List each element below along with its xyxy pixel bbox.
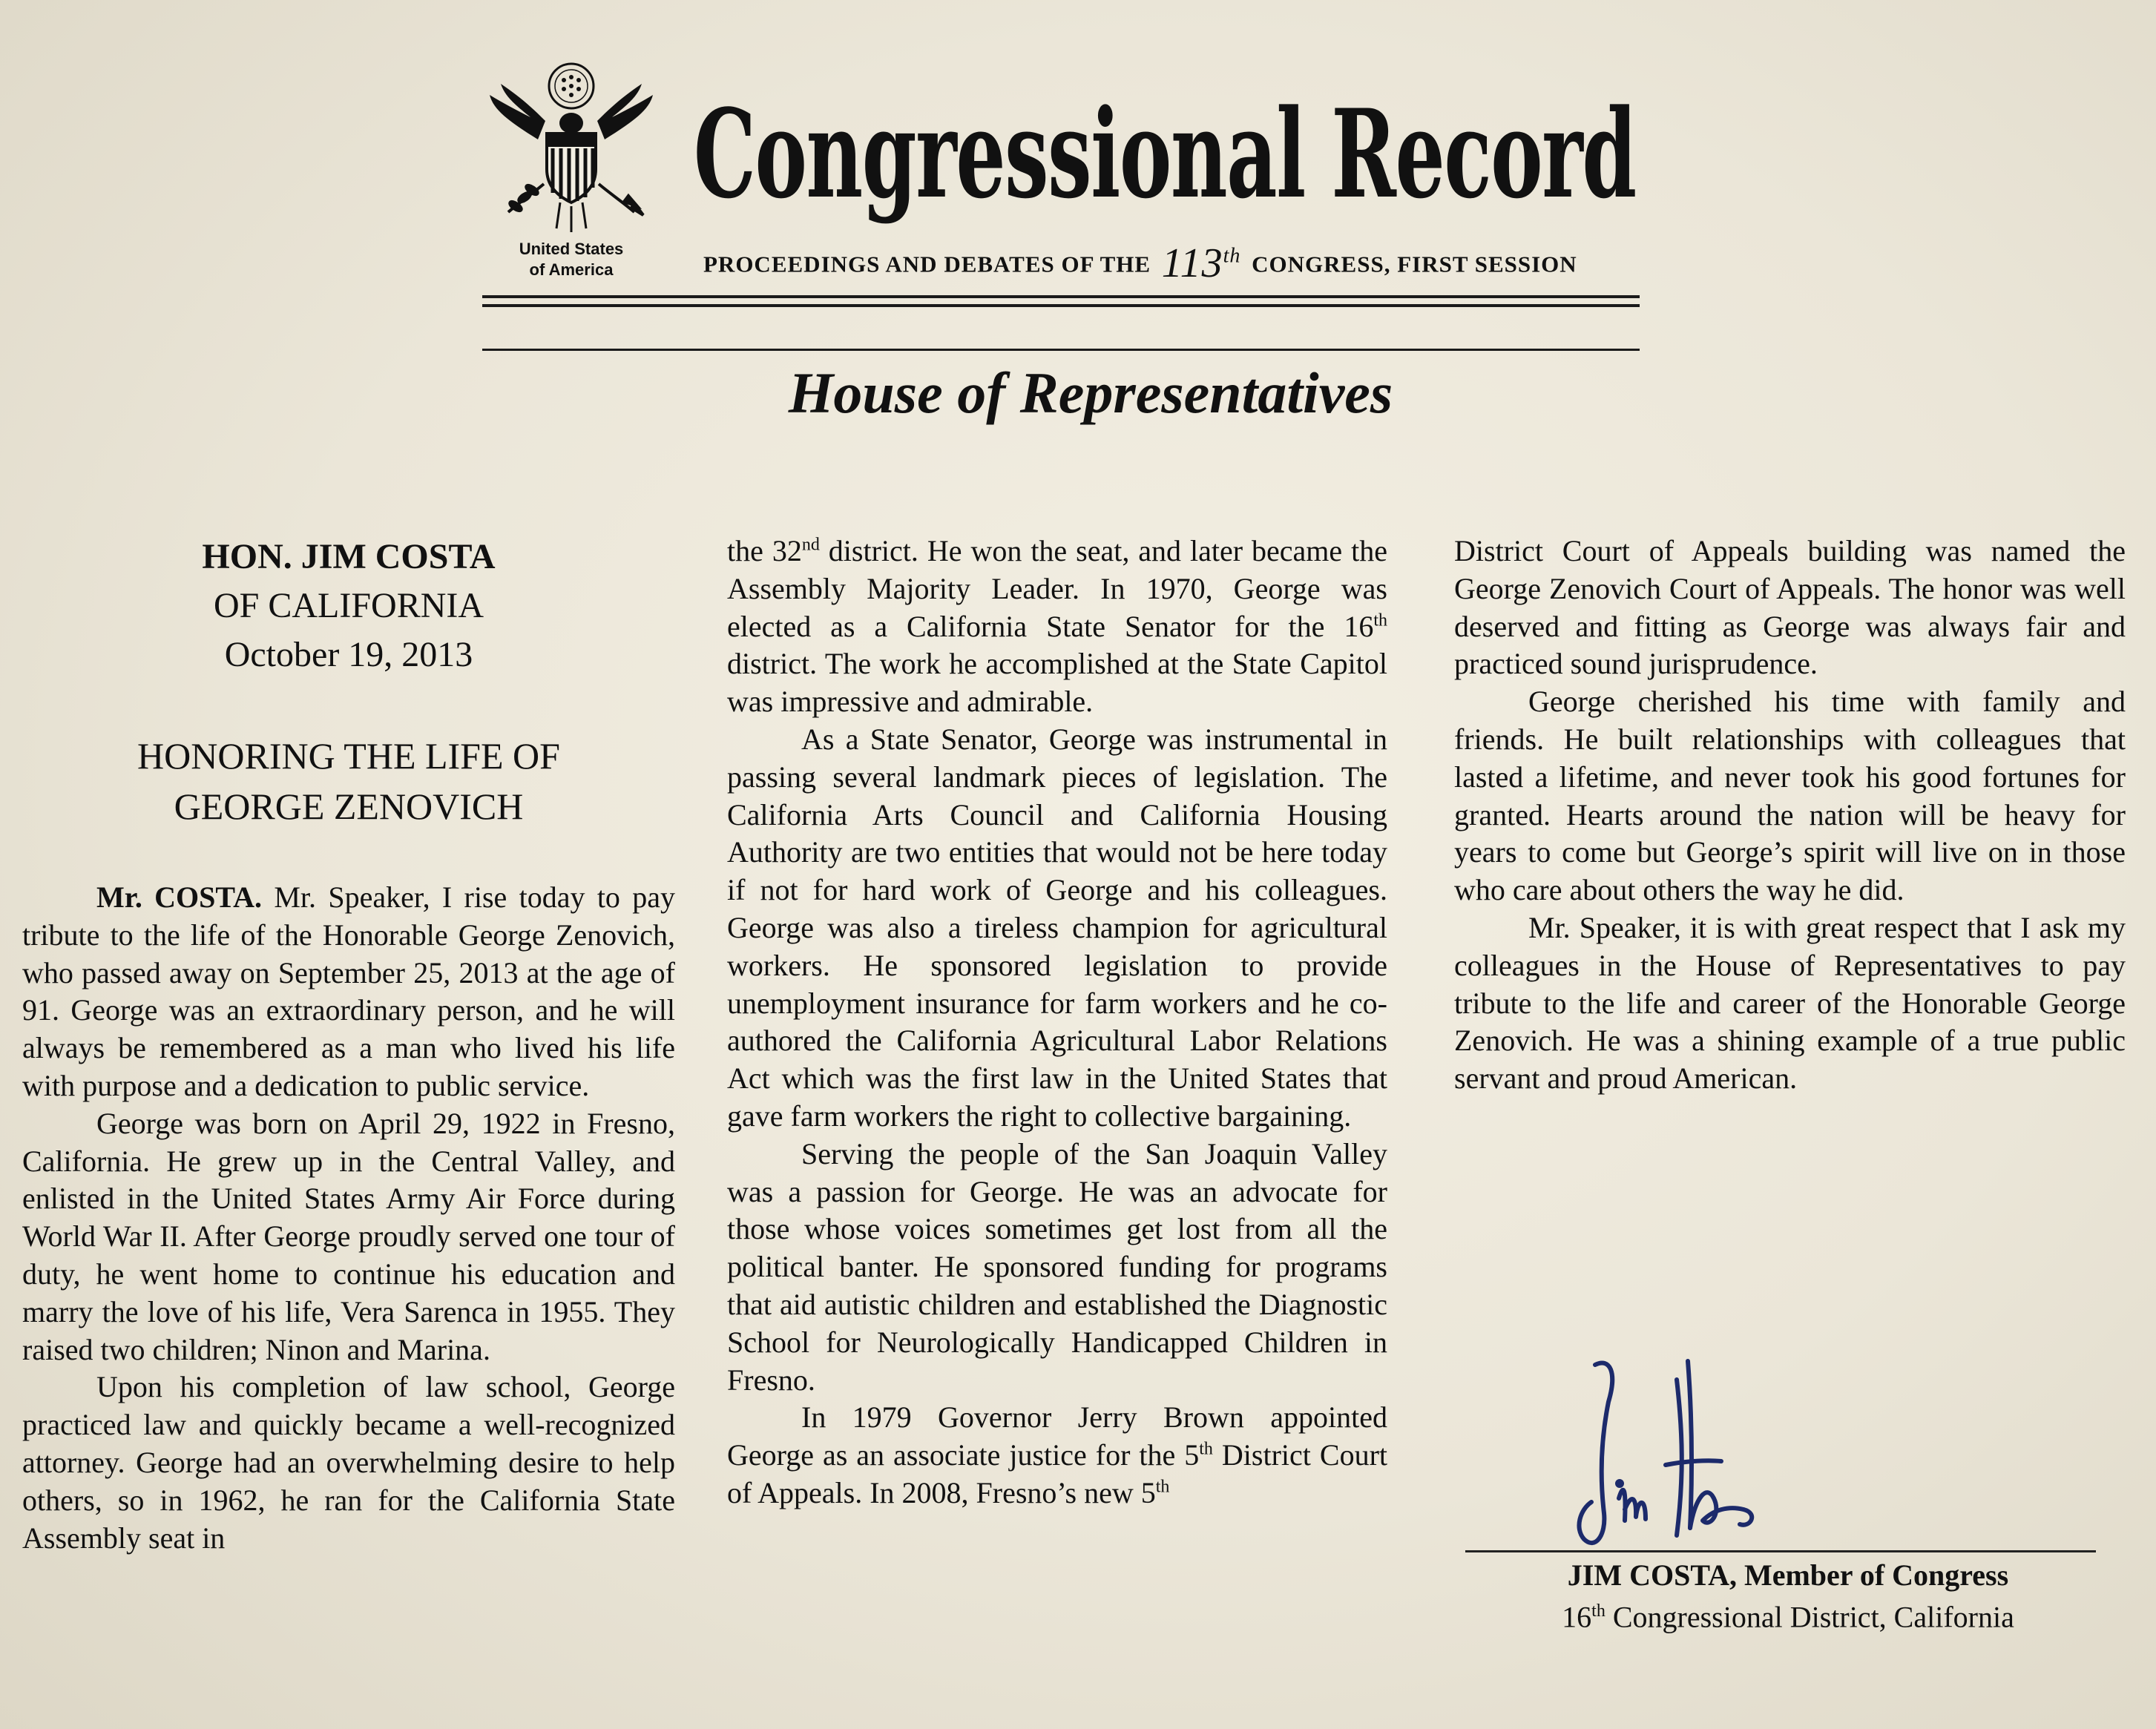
signatory-name: JIM COSTA, Member of Congress <box>1567 1558 2009 1592</box>
seal-caption-line1: United States <box>519 240 624 258</box>
paragraph: George was born on April 29, 1922 in Fresno, California. He grew up in the Central Valley, and enlisted in the United States Army Air Force during World War II. After George proudly served one tour of duty, he went home to continue his education and marry the love of his life, Vera Sarenca in 1955. They raised two children; Ninon and Marina. <box>22 1106 675 1366</box>
column-3 <box>1454 533 2126 1098</box>
tribute-heading-line1: HONORING THE LIFE OF <box>137 735 560 777</box>
congress-number: 113th <box>1161 240 1241 286</box>
paragraph: As a State Senator, George was instrumental in passing several landmark pieces of legislation. The California Arts Council and California Housing Authority are two entities that would not be here today if not for hard work of George and his colleagues. George was also a tireless champion for agricultural workers. He sponsored legislation to provide unemployment insurance for farm workers and he co-authored the California Agricultural Labor Relations Act which was the first law in the United States that gave farm workers the right to collective bargaining. <box>727 722 1387 1133</box>
paragraph: Mr. Speaker, it is with great respect that I ask my colleagues in the House of Representatives to pay tribute to the life and career of the Honorable George Zenovich. He was a shining example of a true public servant and proud American. <box>1454 910 2126 1096</box>
paragraph: District Court of Appeals building was named the George Zenovich Court of Appeals. The honor was well deserved and fitting as George was always fair and practiced sound jurisprudence. <box>1454 534 2126 681</box>
masthead-subtitle <box>703 234 1638 287</box>
member-header <box>22 533 675 679</box>
paragraph: Upon his completion of law school, George practiced law and quickly became a well-recognized attorney. George had an overwhelming desire to help others, so in 1962, he ran for the California State Assembly seat in <box>22 1370 675 1555</box>
member-name: HON. JIM COSTA <box>202 537 496 576</box>
member-state: OF CALIFORNIA <box>213 586 484 625</box>
paragraph: Serving the people of the San Joaquin Valley was a passion for George. He was an advocate for those whose voices sometimes get lost from all the political banter. He sponsored funding for programs that aid autistic children and established the Diagnostic School for Neurologically Handicapped Children in Fresno. <box>727 1136 1387 1397</box>
congress-suffix: th <box>1223 244 1241 267</box>
chamber-title: House of Representatives <box>788 360 1393 425</box>
masthead-rule-mid <box>482 304 1640 307</box>
speaker-label: Mr. COSTA. <box>96 880 263 914</box>
tribute-heading <box>22 731 675 831</box>
paragraph: the 32nd district. He won the seat, and later became the Assembly Majority Leader. In 1970, George was elected as a California State Senator for the 16th district. The work he accomplished at the State Capitol was impressive and admirable. <box>727 534 1388 719</box>
paragraph: Mr. COSTA. Mr. Speaker, I rise today to pay tribute to the life of the Honorable George Zenovich, who passed away on September 25, 2013 at the age of 91. George was an extraordinary person, and he will always be remembered as a man who lived his life with purpose and a dedication to public service. <box>22 880 676 1102</box>
seal-caption <box>486 239 657 280</box>
tribute-heading-line2: GEORGE ZENOVICH <box>174 786 524 827</box>
signature-line <box>1465 1550 2096 1552</box>
masthead-rule-top <box>482 295 1640 298</box>
column-1 <box>22 879 675 1557</box>
great-seal-icon <box>486 50 657 243</box>
signatory-district: 16th Congressional District, California <box>1562 1600 2014 1634</box>
record-date: October 19, 2013 <box>224 635 473 674</box>
subtitle-suffix: CONGRESS, FIRST SESSION <box>1252 251 1577 277</box>
masthead-title: Congressional Record <box>694 82 1636 225</box>
subtitle-prefix: PROCEEDINGS AND DEBATES OF THE <box>703 251 1151 277</box>
column-2 <box>727 533 1387 1512</box>
handwritten-signature <box>1565 1350 1810 1572</box>
paragraph: In 1979 Governor Jerry Brown appointed George as an associate justice for the 5th District Court of Appeals. In 2008, Fresno’s new 5th <box>727 1400 1387 1509</box>
paragraph: George cherished his time with family and friends. He built relationships with colleagues that lasted a lifetime, and never took his good fortunes for granted. Hearts around the nation will be heavy for years to come but George’s spirit will live on in those who care about others the way he did. <box>1454 685 2126 907</box>
seal-caption-line2: of America <box>529 260 614 279</box>
chamber-rule <box>482 349 1640 351</box>
